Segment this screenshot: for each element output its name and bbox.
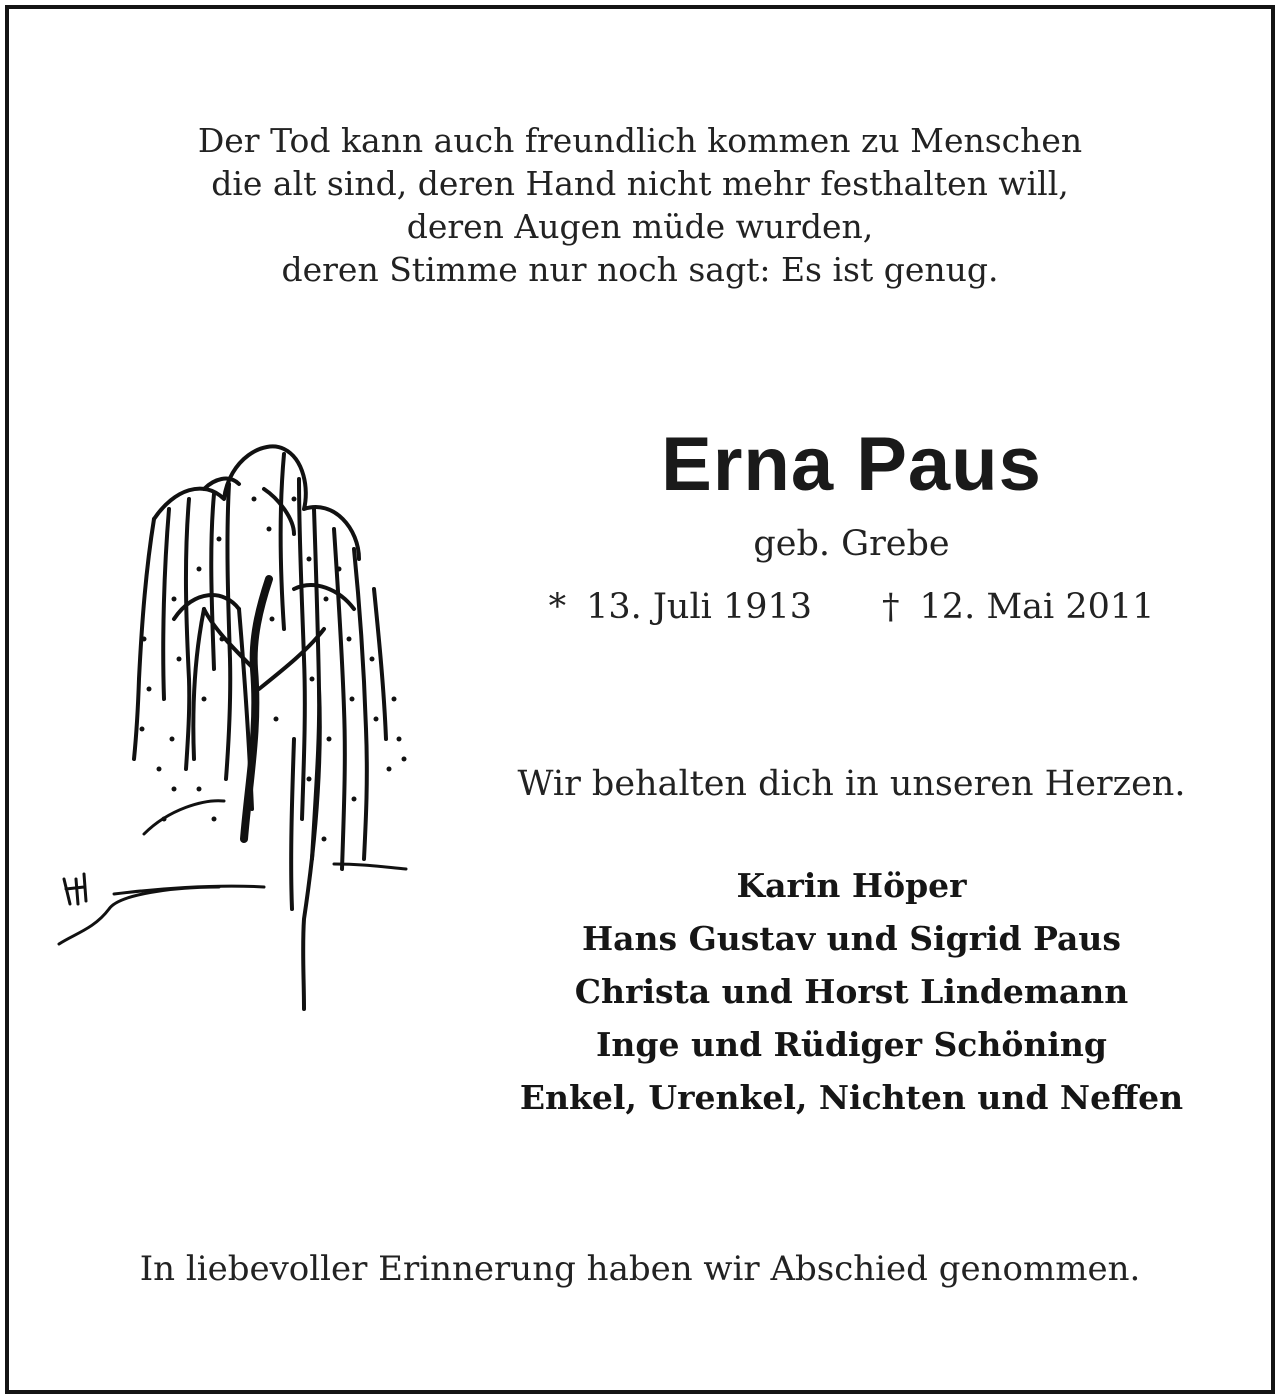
poem-line: Der Tod kann auch freundlich kommen zu Menschen [197, 121, 1083, 160]
mourner-line: Hans Gustav und Sigrid Paus [581, 919, 1122, 958]
birth-date: 13. Juli 1913 [586, 587, 813, 627]
poem-line: deren Stimme nur noch sagt: Es ist genug. [281, 250, 999, 289]
death-symbol: † [882, 587, 900, 627]
mourner-line: Karin Höper [736, 866, 967, 905]
farewell-line: In liebevoller Erinnerung haben wir Abschied genommen. [139, 1249, 1141, 1289]
remembrance-line: Wir behalten dich in unseren Herzen. [517, 764, 1186, 804]
mourner-line: Christa und Horst Lindemann [574, 972, 1129, 1011]
poem-line: deren Augen müde wurden, [406, 207, 874, 246]
poem-line: die alt sind, deren Hand nicht mehr festhalten will, [211, 164, 1069, 203]
death-date: 12. Mai 2011 [919, 587, 1155, 627]
mourner-line: Inge und Rüdiger Schöning [595, 1025, 1108, 1064]
maiden-name: geb. Grebe [753, 524, 950, 564]
poem [9, 119, 1271, 291]
obituary-notice [5, 5, 1275, 1394]
deceased-name: Erna Paus [661, 422, 1042, 507]
life-dates [479, 587, 1224, 627]
birth-symbol: * [548, 587, 567, 627]
mourner-line: Enkel, Urenkel, Nichten und Neffen [519, 1078, 1184, 1117]
weeping-willow-icon [54, 439, 419, 1019]
mourners-list [479, 859, 1224, 1124]
